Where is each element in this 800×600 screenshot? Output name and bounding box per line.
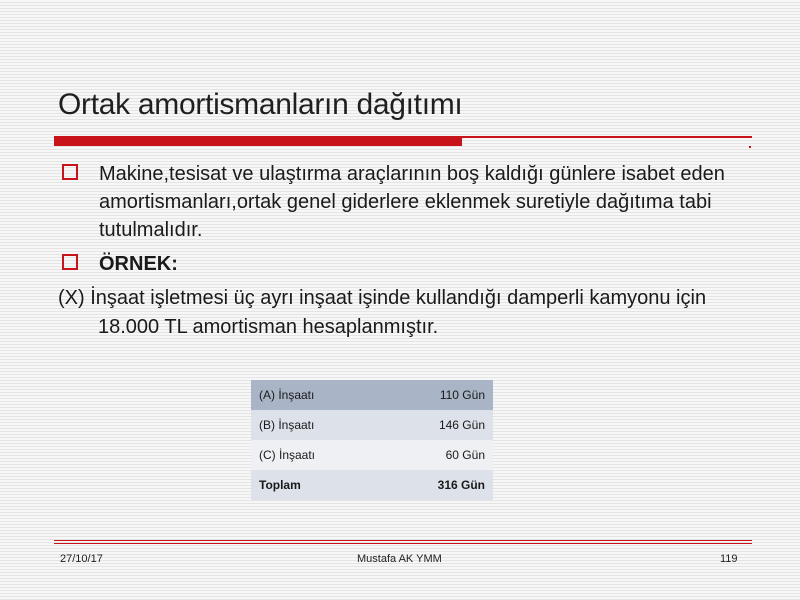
bullet-text: Makine,tesisat ve ulaştırma araçlarının boş kaldığı günlere isabet eden amortismanları,ortak genel giderlere eklenmek suretiyle dağıtıma tabi tutulmalıdır.	[99, 163, 725, 241]
bullet-text-ornek: ÖRNEK:	[99, 253, 178, 275]
row-value: 146 Gün	[438, 418, 485, 432]
footer-author: Mustafa AK YMM	[357, 553, 442, 565]
bullet-item	[62, 160, 752, 244]
title-underline-dot	[749, 146, 751, 148]
table-row	[251, 410, 493, 440]
row-value: 60 Gün	[445, 448, 485, 462]
total-value: 316 Gün	[437, 478, 485, 492]
table-total-row	[251, 470, 493, 500]
table-row	[251, 440, 493, 470]
row-label: (A) İnşaatı	[259, 388, 315, 402]
square-bullet-icon	[62, 254, 78, 270]
table-row	[251, 380, 493, 410]
footer-divider	[54, 543, 752, 544]
bullet-item	[62, 250, 752, 278]
title-underline-bar	[54, 136, 462, 146]
footer-date: 27/10/17	[60, 553, 103, 565]
row-value: 110 Gün	[439, 388, 485, 402]
title-underline-line	[462, 136, 752, 138]
footer-divider	[54, 540, 752, 541]
footer-page-number: 119	[720, 553, 738, 565]
square-bullet-icon	[62, 164, 78, 180]
total-label: Toplam	[259, 478, 301, 492]
slide-title: Ortak amortismanların dağıtımı	[58, 88, 463, 121]
row-label: (B) İnşaatı	[259, 418, 315, 432]
row-label: (C) İnşaatı	[259, 448, 316, 462]
example-paragraph: (X) İnşaat işletmesi üç ayrı inşaat işinde kullandığı damperli kamyonu için 18.000 TL amortisman hesaplanmıştır.	[58, 287, 707, 338]
days-table	[251, 380, 493, 500]
